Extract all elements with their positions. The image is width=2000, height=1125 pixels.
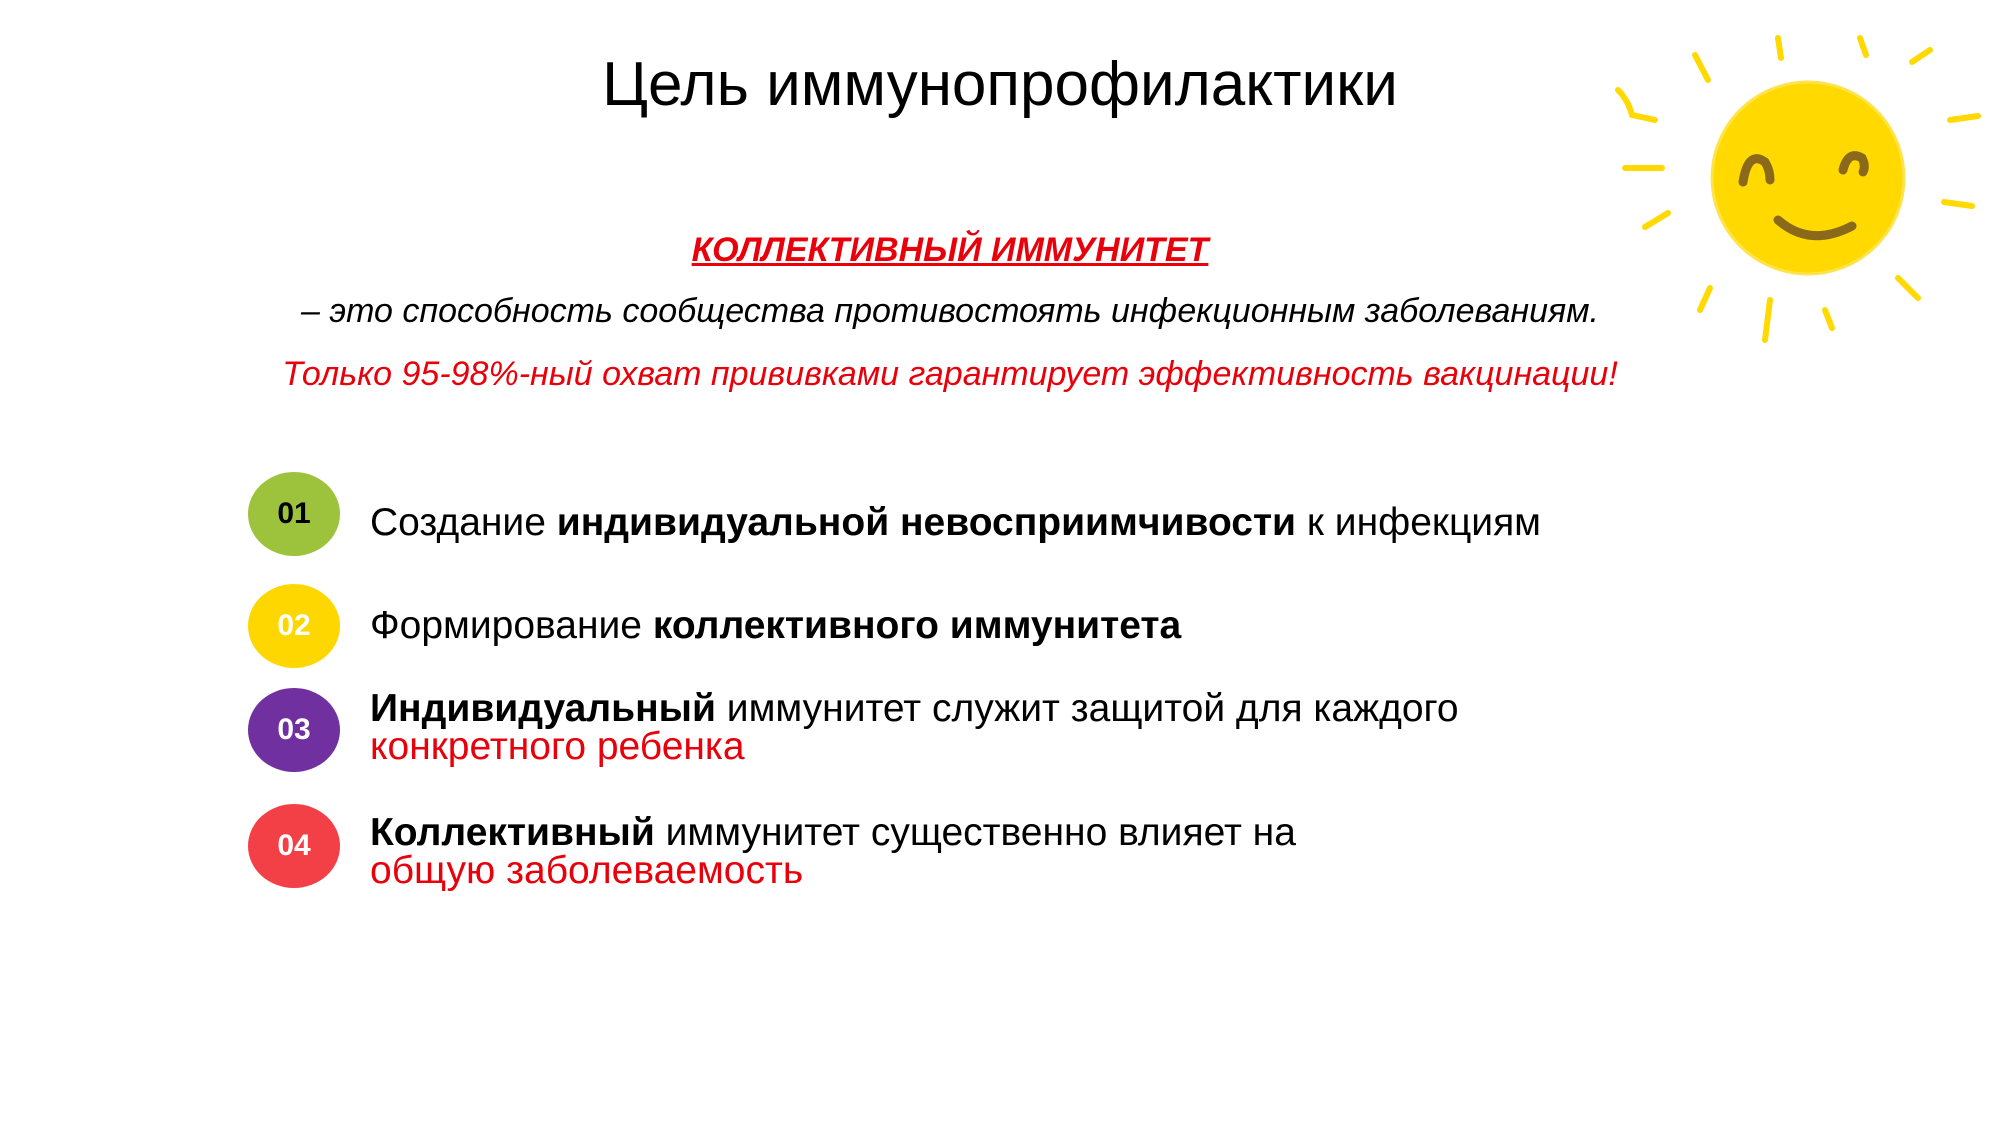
item-text-line2: общую заболеваемость <box>370 849 804 892</box>
item-text-bold: индивидуальной невосприимчивости <box>556 501 1297 544</box>
badge-number: 04 <box>277 829 311 862</box>
intro-note: Только 95-98%-ный охват прививками гарантирует эффективность вакцинации! <box>282 355 1618 393</box>
number-badge-01 <box>248 472 340 556</box>
item-text-bold: Коллективный <box>370 811 655 854</box>
item-text-prefix: Создание <box>370 501 557 544</box>
item-text-line2: конкретного ребенка <box>370 725 745 768</box>
item-text-suffix: иммунитет служит защитой для каждого <box>715 687 1459 730</box>
number-badge-02 <box>248 584 340 668</box>
list-item-03 <box>370 687 1770 768</box>
item-text-bold: Индивидуальный <box>370 687 716 730</box>
item-text-suffix: иммунитет существенно влияет на <box>654 811 1296 854</box>
item-text-prefix: Формирование <box>370 604 653 647</box>
list-item-02 <box>370 604 1770 647</box>
item-text-suffix: к инфекциям <box>1296 501 1541 544</box>
list-item-01 <box>370 501 1770 544</box>
number-badge-03 <box>248 688 340 772</box>
slide-title: Цель иммунопрофилактики <box>602 50 1398 119</box>
badge-number: 03 <box>277 713 311 746</box>
intro-heading: КОЛЛЕКТИВНЫЙ ИММУНИТЕТ <box>691 231 1209 269</box>
item-text-bold: коллективного иммунитета <box>652 604 1182 647</box>
intro-definition: – это способность сообщества противостоять инфекционным заболеваниям. <box>301 292 1599 330</box>
badge-number: 01 <box>277 497 311 530</box>
list-item-04 <box>370 811 1770 892</box>
number-badge-04 <box>248 804 340 888</box>
badge-number: 02 <box>277 609 311 642</box>
